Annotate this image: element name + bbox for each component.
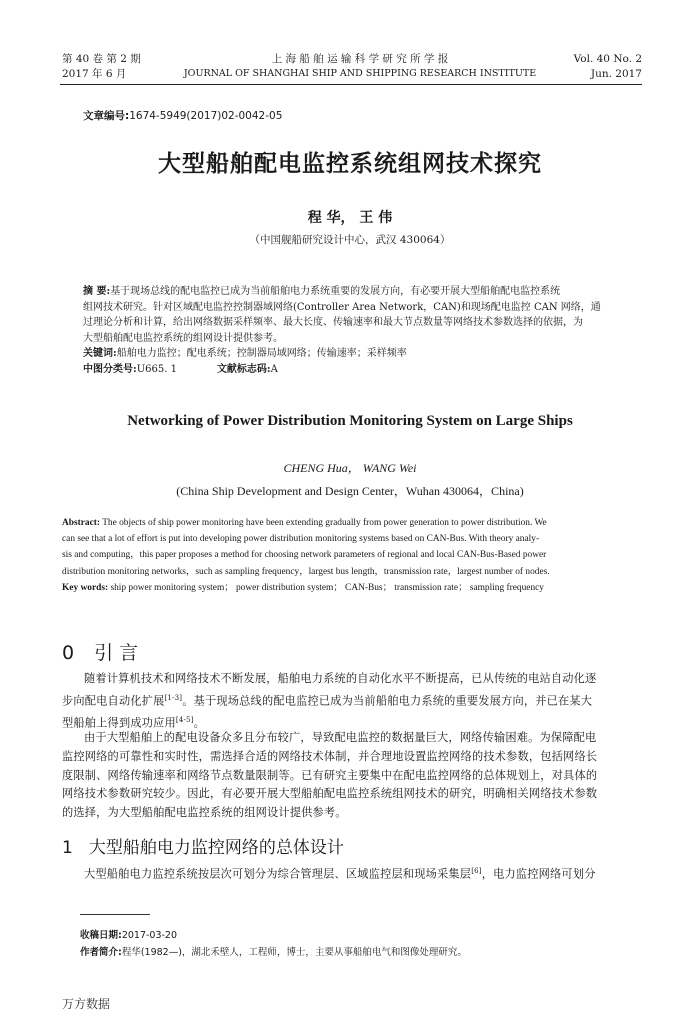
wanfang-watermark: 万方数据 xyxy=(62,997,111,1011)
keywords-cn-label: 关键词: xyxy=(83,348,117,359)
author-bio-label: 作者简介: xyxy=(80,947,122,958)
header-vol-issue-en: Vol. 40 No. 2 xyxy=(573,53,642,65)
received-date xyxy=(80,927,467,944)
citation-6: [6] xyxy=(471,867,482,875)
affiliation-cn: （中国舰船研究设计中心，武汉 430064） xyxy=(249,234,451,246)
abstract-en-line: sis and computing，this paper proposes a method for choosing network parameters of regional and local CAN-Bus-Based power xyxy=(62,550,547,561)
footnote-rule xyxy=(80,914,150,915)
abstract-en-line: can see that a lot of effort is put into developing power distribution monitoring systems based on CAN-Bus. With theory analy- xyxy=(62,534,540,545)
keywords-en xyxy=(62,580,644,596)
title-cn: 大型船舶配电监控系统组网技术探究 xyxy=(158,151,542,177)
section0-paragraph-1: 随着计算机技术和网络技术不断发展，船舶电力系统的自动化水平不断提高，已从传统的电站自动化逐 步向配电自动化扩展[1-3]。基于现场总线的配电监控已成为当前船舶电力系统的重要发展方向，并已在某大 型船舶上得到成功应用[4-5]。 xyxy=(62,672,597,731)
authors-cn: 程 华， 王 伟 xyxy=(307,210,393,226)
abstract-cn xyxy=(83,284,643,377)
citation-1-3: [1-3] xyxy=(164,693,183,702)
article-number-value: 1674-5949(2017)02-0042-05 xyxy=(129,110,283,122)
article-number xyxy=(83,108,282,123)
abstract-en-label: Abstract: xyxy=(62,518,101,528)
abstract-en xyxy=(62,515,644,596)
header-rule xyxy=(60,84,642,85)
section1-heading xyxy=(62,833,344,858)
keywords-en-label: Key words: xyxy=(62,582,109,593)
classification-value: U665. 1 xyxy=(136,363,177,375)
affiliation-en: (China Ship Development and Design Center，Wuhan 430064，China) xyxy=(176,484,524,498)
abstract-cn-label: 摘 要: xyxy=(83,286,111,297)
received-value: 2017-03-20 xyxy=(121,930,178,941)
keywords-cn-value: 船舶电力监控；配电系统；控制器局域网络；传输速率；采样频率 xyxy=(116,348,407,359)
section1-paragraph: 大型船舶电力监控系统按层次可划分为综合管理层、区域监控层和现场采集层[6]，电力监控网络可划分 xyxy=(84,867,596,881)
section0-heading xyxy=(62,638,138,665)
abstract-cn-line: 大型船舶配电监控系统的组网设计提供参考。 xyxy=(83,332,283,344)
author-bio-value: 程华(1982—)，湖北禾壁人，工程师，博士，主要从事船舶电气和图像处理研究。 xyxy=(121,947,467,958)
section0-title: 引 言 xyxy=(94,642,139,664)
abstract-cn-line: 摘 要:基于现场总线的配电监控已成为当前船舶电力系统重要的发展方向，有必要开展大型船舶配电监控系统 xyxy=(83,286,561,297)
received-label: 收稿日期: xyxy=(80,930,122,941)
keywords-en-value: ship power monitoring system； power distribution system； CAN-Bus； transmission rate； sampling frequency xyxy=(108,582,544,593)
header-date-en: Jun. 2017 xyxy=(590,68,642,80)
classification-line xyxy=(83,362,643,378)
citation-4-5: [4-5] xyxy=(175,716,194,725)
abstract-cn-line: 过理论分析和计算，给出网络数据采样频率、最大长度、传输速率和最大节点数量等网络技术参数选择的依据，为 xyxy=(83,317,583,328)
section1-title: 大型船舶电力监控网络的总体设计 xyxy=(88,838,344,858)
abstract-en-line: distribution monitoring networks，such as sampling frequency，largest bus length，transmission rate，largest number of nodes. xyxy=(62,566,550,577)
footnote xyxy=(80,927,467,961)
author-bio xyxy=(80,944,467,961)
header-date-cn: 2017 年 6 月 xyxy=(62,68,127,80)
classification-label: 中图分类号: xyxy=(83,363,137,375)
header-journal-cn: 上 海 船 舶 运 输 科 学 研 究 所 学 报 xyxy=(271,53,449,65)
header-journal-en: JOURNAL OF SHANGHAI SHIP AND SHIPPING RESEARCH INSTITUTE xyxy=(183,68,537,79)
section1-number: 1 xyxy=(62,838,73,858)
header-vol-issue-cn: 第 40 卷 第 2 期 xyxy=(62,53,141,65)
keywords-cn xyxy=(83,346,643,362)
doc-code-label: 文献标志码: xyxy=(216,363,271,375)
article-number-label: 文章编号: xyxy=(83,110,130,122)
abstract-cn-line: 组网技术研究。针对区域配电监控控制器域网络(Controller Area Network，CAN)和现场配电监控 CAN 网络，通 xyxy=(83,301,601,313)
abstract-en-line: Abstract: The objects of ship power monitoring have been extending gradually from power generation to power distribution. We xyxy=(62,518,547,528)
doc-code-value: A xyxy=(270,363,278,375)
title-en: Networking of Power Distribution Monitoring System on Large Ships xyxy=(127,413,573,429)
authors-en: CHENG Hua， WANG Wei xyxy=(283,461,417,475)
section0-number: 0 xyxy=(62,642,75,664)
section0-paragraph-2: 由于大型船舶上的配电设备众多且分布较广，导致配电监控的数据量巨大，网络传输困难。为保障配电 监控网络的可靠性和实时性，需选择合适的网络技术体制，并合理地设置监控网络的技术参数，包括网络长 度限制、网络传输速率和网络节点数量限制等。已有研究主要集中在配电监控网络的总体规划上，对具体的 网络技术参数研究较少。因此，有必要开展大型船舶配电监控系统组网技术的研究，明确相关网络技术参数 的选择，为大型船舶配电监控系统的组网设计提供参考。 xyxy=(62,731,598,820)
